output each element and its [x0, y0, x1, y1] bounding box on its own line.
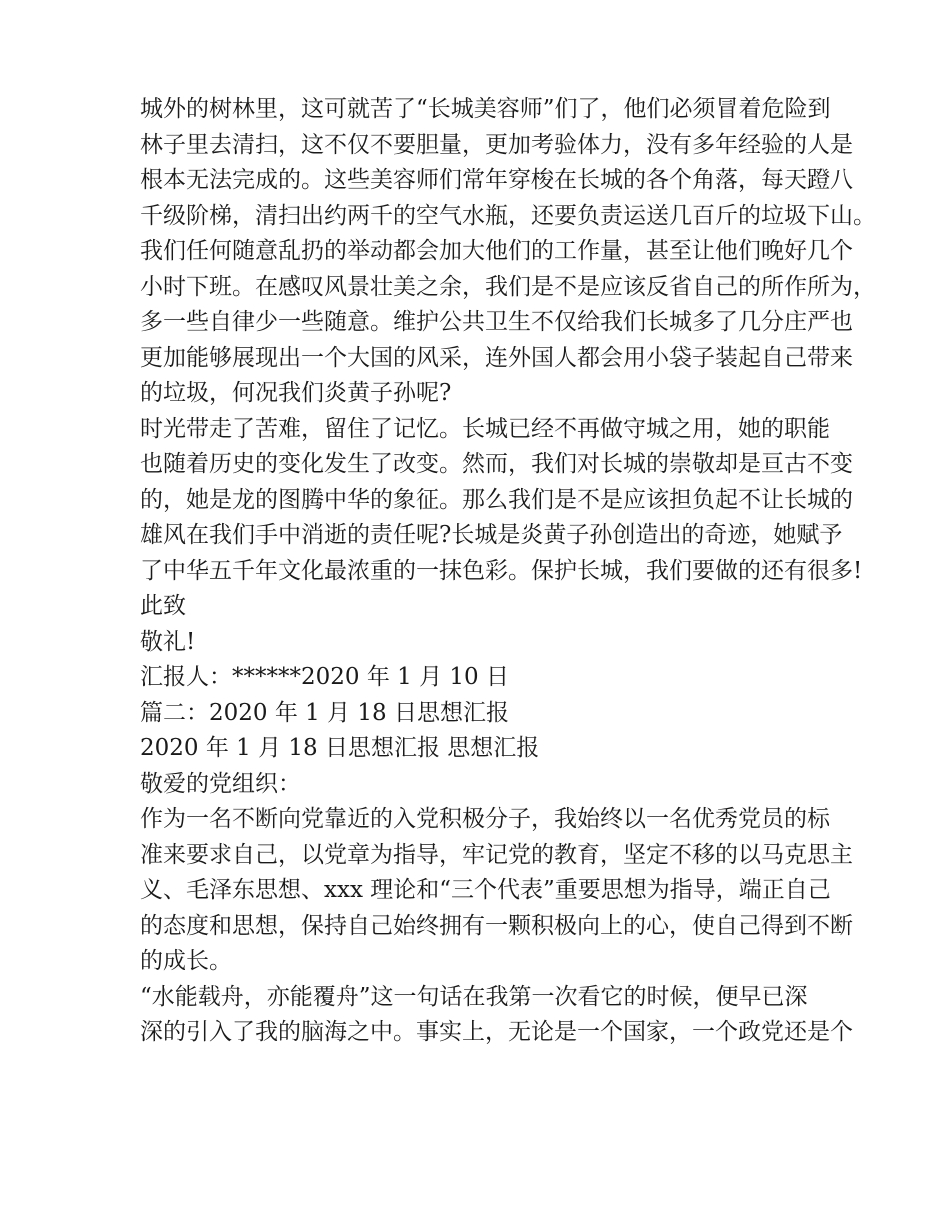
- text-line: 义、毛泽东思想、xxx 理论和“三个代表”重要思想为指导，端正自己: [140, 877, 831, 903]
- text-line: 的成长。: [140, 948, 232, 974]
- text-line: 的态度和思想，保持自己始终拥有一颗积极向上的心，使自己得到不断: [140, 912, 853, 939]
- text-line: 的，她是龙的图腾中华的象征。那么我们是不是应该担负起不让长城的: [140, 486, 853, 513]
- text-line: 雄风在我们手中消逝的责任呢?长城是炎黄子孙创造出的奇迹，她赋予: [140, 522, 843, 548]
- text-line: 准来要求自己，以党章为指导，牢记党的教育，坚定不移的以马克思主: [140, 841, 853, 868]
- text-line: “水能载舟，亦能覆舟”这一句话在我第一次看它的时候，便早已深: [140, 983, 808, 1010]
- closing-line: 敬礼!: [140, 628, 196, 655]
- text-line: 更加能够展现出一个大国的风采，连外国人都会用小袋子装起自己带来: [140, 344, 853, 371]
- text-line: 小时下班。在感叹风景壮美之余，我们是不是应该反省自己的所作所为，: [140, 273, 876, 300]
- text-line: 城外的树林里，这可就苦了“长城美容师”们了，他们必须冒着危险到: [140, 96, 831, 122]
- text-line: 千级阶梯，清扫出约两千的空气水瓶，还要负责运送几百斤的垃圾下山。: [140, 202, 876, 229]
- closing-line: 此致: [140, 593, 186, 619]
- text-line: 多一些自律少一些随意。维护公共卫生不仅给我们长城多了几分庄严也: [140, 309, 853, 335]
- text-line: 我们任何随意乱扔的举动都会加大他们的工作量，甚至让他们晚好几个: [140, 238, 853, 264]
- text-line: 也随着历史的变化发生了改变。然而，我们对长城的崇敬却是亘古不变: [140, 451, 853, 477]
- text-line: 林子里去清扫，这不仅不要胆量，更加考验体力，没有多年经验的人是: [140, 131, 853, 158]
- text-line: 的垃圾，何况我们炎黄子孙呢?: [140, 380, 452, 406]
- signature-line: 汇报人：******2020 年 1 月 10 日: [140, 664, 509, 690]
- text-line: 根本无法完成的。这些美容师们常年穿梭在长城的各个角落，每天蹬八: [140, 167, 853, 193]
- section-heading: 篇二：2020 年 1 月 18 日思想汇报: [140, 699, 509, 726]
- text-line: 深的引入了我的脑海之中。事实上，无论是一个国家，一个政党还是个: [140, 1019, 853, 1045]
- document-body: [140, 92, 876, 1051]
- text-line: 作为一名不断向党靠近的入党积极分子，我始终以一名优秀党员的标: [140, 806, 830, 832]
- section-subtitle: 2020 年 1 月 18 日思想汇报 思想汇报: [140, 735, 540, 761]
- text-line: 时光带走了苦难，留住了记忆。长城已经不再做守城之用，她的职能: [140, 415, 830, 442]
- salutation-line: 敬爱的党组织：: [140, 770, 301, 797]
- text-line: 了中华五千年文化最浓重的一抹色彩。保护长城，我们要做的还有很多!: [140, 557, 863, 584]
